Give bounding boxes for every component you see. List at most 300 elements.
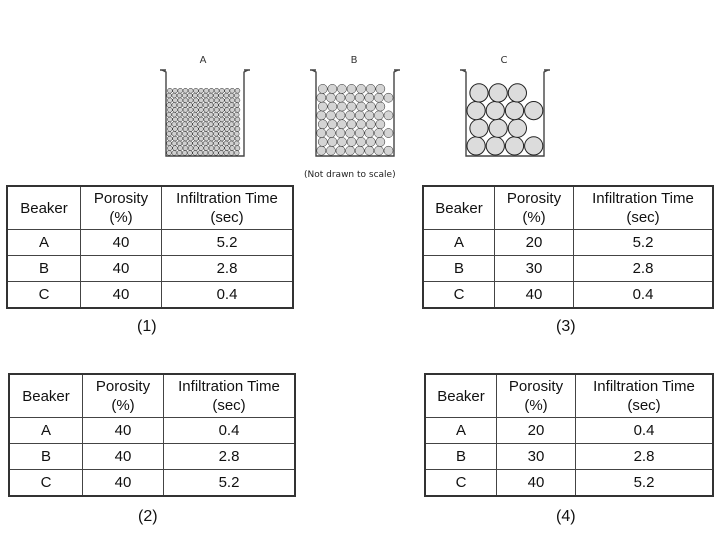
sediment-grain	[234, 93, 239, 98]
sediment-grain	[193, 117, 198, 122]
sediment-grain	[224, 103, 229, 108]
sediment-grain	[219, 88, 224, 93]
sediment-grain	[193, 122, 198, 127]
sediment-grain	[230, 107, 235, 112]
cell-porosity: 40	[495, 282, 574, 309]
sediment-grain	[365, 146, 374, 155]
sediment-grain	[365, 128, 374, 137]
sediment-grain	[167, 150, 172, 155]
sediment-grain	[167, 93, 172, 98]
sediment-grain	[365, 93, 374, 102]
cell-beaker: B	[9, 444, 83, 470]
sediment-grain	[182, 150, 187, 155]
sediment-grain	[225, 107, 230, 112]
sediment-grain	[199, 117, 204, 122]
sediment-grain	[225, 88, 230, 93]
sediment-grain	[204, 127, 209, 132]
sediment-grain	[167, 141, 172, 146]
beaker-a-label: A	[199, 55, 207, 66]
sediment-grain	[167, 117, 172, 122]
sediment-grain	[336, 146, 345, 155]
sediment-grain	[182, 112, 187, 117]
sediment-grain	[208, 150, 213, 155]
sediment-grain	[198, 103, 203, 108]
sediment-grain	[489, 84, 507, 102]
sediment-grain	[187, 141, 192, 146]
sediment-grain	[505, 101, 523, 119]
sediment-grain	[214, 98, 219, 103]
sediment-grain	[167, 122, 172, 127]
sediment-grain	[470, 119, 488, 137]
sediment-grain	[208, 93, 213, 98]
sediment-grain	[172, 112, 177, 117]
sediment-grain	[224, 131, 229, 136]
sediment-grain	[172, 131, 177, 136]
cell-beaker: B	[425, 444, 497, 470]
cell-time: 2.8	[164, 444, 296, 470]
sediment-grain	[183, 127, 188, 132]
table-row	[425, 444, 713, 470]
sediment-grain	[230, 88, 235, 93]
sediment-grain	[203, 150, 208, 155]
sediment-grain	[183, 88, 188, 93]
sediment-grain	[234, 103, 239, 108]
cell-porosity: 20	[495, 230, 574, 256]
beaker-b	[310, 64, 400, 162]
caption-choice-3: (3)	[556, 318, 576, 335]
scale-note: (Not drawn to scale)	[304, 170, 396, 180]
sediment-grain	[347, 137, 356, 146]
sediment-grain	[225, 127, 230, 132]
sediment-grain	[347, 84, 356, 93]
sediment-grain	[178, 107, 183, 112]
sediment-grain	[188, 107, 193, 112]
sediment-grain	[366, 102, 375, 111]
sediment-grain	[167, 146, 172, 151]
sediment-grain	[508, 84, 526, 102]
sediment-grain	[224, 112, 229, 117]
sediment-grain	[203, 122, 208, 127]
sediment-grain	[173, 117, 178, 122]
sediment-grain	[203, 141, 208, 146]
sediment-grain	[193, 103, 198, 108]
sediment-grain	[178, 117, 183, 122]
sediment-grain	[357, 137, 366, 146]
sediment-grain	[355, 111, 364, 120]
sediment-grain	[229, 131, 234, 136]
sediment-grain	[355, 128, 364, 137]
sediment-grain	[225, 136, 230, 141]
sediment-grain	[173, 107, 178, 112]
cell-time: 5.2	[162, 230, 294, 256]
sediment-grain	[198, 112, 203, 117]
sediment-grain	[219, 122, 224, 127]
sediment-grain	[214, 117, 219, 122]
sediment-grain	[172, 150, 177, 155]
cell-porosity: 30	[495, 256, 574, 282]
sediment-grain	[214, 107, 219, 112]
sediment-grain	[173, 127, 178, 132]
sediment-grain	[224, 122, 229, 127]
sediment-grain	[336, 128, 345, 137]
sediment-grain	[336, 111, 345, 120]
sediment-grain	[209, 88, 214, 93]
sediment-grain	[204, 146, 209, 151]
sediment-grain	[225, 117, 230, 122]
sediment-grain	[173, 146, 178, 151]
sediment-grain	[235, 146, 240, 151]
sediment-grain	[214, 88, 219, 93]
sediment-grain	[193, 93, 198, 98]
sediment-grain	[187, 131, 192, 136]
cell-beaker: B	[423, 256, 495, 282]
table-row	[9, 444, 295, 470]
sediment-grain	[317, 111, 326, 120]
table-row	[423, 256, 713, 282]
sediment-grain	[187, 103, 192, 108]
cell-time: 5.2	[164, 470, 296, 497]
cell-porosity: 40	[497, 470, 576, 497]
sediment-grain	[230, 117, 235, 122]
sediment-grain	[208, 103, 213, 108]
sediment-grain	[505, 137, 523, 155]
caption-choice-2: (2)	[138, 508, 158, 525]
cell-porosity: 40	[83, 470, 164, 497]
sediment-grain	[384, 146, 393, 155]
cell-time: 5.2	[574, 230, 714, 256]
sediment-grain	[199, 146, 204, 151]
sediment-grain	[219, 146, 224, 151]
sediment-grain	[213, 112, 218, 117]
header-infiltration-time: Infiltration Time (sec)	[164, 374, 296, 418]
sediment-grain	[187, 122, 192, 127]
sediment-grain	[188, 88, 193, 93]
sediment-grain	[167, 103, 172, 108]
sediment-grain	[384, 128, 393, 137]
sediment-grain	[173, 98, 178, 103]
sediment-grain	[188, 127, 193, 132]
table-header-row	[423, 186, 713, 230]
sediment-grain	[178, 136, 183, 141]
sediment-grain	[182, 122, 187, 127]
cell-time: 5.2	[576, 470, 714, 497]
sediment-grain	[317, 128, 326, 137]
sediment-grain	[219, 141, 224, 146]
sediment-grain	[182, 93, 187, 98]
sediment-grain	[366, 137, 375, 146]
sediment-grain	[172, 141, 177, 146]
header-beaker: Beaker	[9, 374, 83, 418]
sediment-grain	[177, 112, 182, 117]
sediment-grain	[193, 107, 198, 112]
sediment-grain	[193, 112, 198, 117]
header-beaker: Beaker	[7, 186, 81, 230]
sediment-grain	[199, 98, 204, 103]
sediment-grain	[198, 141, 203, 146]
sediment-grain	[177, 141, 182, 146]
table-header-row	[7, 186, 293, 230]
sediment-grain	[199, 88, 204, 93]
table-header-row	[9, 374, 295, 418]
sediment-grain	[229, 122, 234, 127]
sediment-grain	[486, 137, 504, 155]
table-row	[425, 418, 713, 444]
sediment-grain	[376, 84, 385, 93]
header-porosity: Porosity (%)	[497, 374, 576, 418]
beaker-a	[160, 64, 250, 162]
sediment-grain	[326, 111, 335, 120]
table-choice-1	[6, 185, 294, 309]
medium-grain-sediment	[317, 84, 393, 155]
sediment-grain	[172, 93, 177, 98]
cell-time: 0.4	[576, 418, 714, 444]
sediment-grain	[318, 102, 327, 111]
sediment-grain	[225, 146, 230, 151]
sediment-grain	[346, 128, 355, 137]
cell-beaker: C	[9, 470, 83, 497]
cell-beaker: C	[423, 282, 495, 309]
sediment-grain	[508, 119, 526, 137]
sediment-grain	[219, 107, 224, 112]
sediment-grain	[219, 93, 224, 98]
sediment-grain	[193, 146, 198, 151]
sediment-grain	[326, 93, 335, 102]
sediment-grain	[234, 131, 239, 136]
cell-time: 0.4	[164, 418, 296, 444]
sediment-grain	[199, 107, 204, 112]
sediment-grain	[187, 112, 192, 117]
sediment-grain	[177, 93, 182, 98]
table-row	[7, 256, 293, 282]
sediment-grain	[229, 103, 234, 108]
sediment-grain	[326, 146, 335, 155]
sediment-grain	[219, 131, 224, 136]
sediment-grain	[317, 93, 326, 102]
sediment-grain	[347, 102, 356, 111]
sediment-grain	[229, 150, 234, 155]
cell-beaker: A	[423, 230, 495, 256]
sediment-grain	[219, 127, 224, 132]
sediment-grain	[235, 136, 240, 141]
sediment-grain	[204, 136, 209, 141]
sediment-grain	[384, 111, 393, 120]
sediment-grain	[219, 112, 224, 117]
sediment-grain	[337, 102, 346, 111]
sediment-grain	[177, 150, 182, 155]
fine-grain-sediment	[167, 88, 240, 155]
sediment-grain	[213, 131, 218, 136]
sediment-grain	[219, 117, 224, 122]
sediment-grain	[173, 88, 178, 93]
sediment-grain	[328, 102, 337, 111]
sediment-grain	[203, 103, 208, 108]
sediment-grain	[234, 112, 239, 117]
cell-porosity: 30	[497, 444, 576, 470]
sediment-grain	[229, 141, 234, 146]
sediment-grain	[178, 127, 183, 132]
sediment-grain	[167, 107, 172, 112]
sediment-grain	[318, 137, 327, 146]
sediment-grain	[188, 146, 193, 151]
sediment-grain	[209, 136, 214, 141]
sediment-grain	[467, 137, 485, 155]
sediment-grain	[219, 98, 224, 103]
header-beaker: Beaker	[423, 186, 495, 230]
sediment-grain	[229, 112, 234, 117]
sediment-grain	[317, 146, 326, 155]
sediment-grain	[374, 128, 383, 137]
sediment-grain	[235, 117, 240, 122]
sediment-grain	[214, 136, 219, 141]
sediment-grain	[208, 131, 213, 136]
sediment-grain	[376, 120, 385, 129]
sediment-grain	[203, 93, 208, 98]
sediment-grain	[219, 103, 224, 108]
sediment-grain	[209, 117, 214, 122]
sediment-grain	[486, 101, 504, 119]
sediment-grain	[357, 84, 366, 93]
sediment-grain	[188, 98, 193, 103]
cell-beaker: A	[7, 230, 81, 256]
cell-beaker: A	[9, 418, 83, 444]
sediment-grain	[235, 88, 240, 93]
sediment-grain	[374, 146, 383, 155]
sediment-grain	[183, 136, 188, 141]
sediment-grain	[357, 120, 366, 129]
sediment-grain	[489, 119, 507, 137]
sediment-grain	[208, 122, 213, 127]
table-choice-4	[424, 373, 714, 497]
sediment-grain	[525, 101, 543, 119]
sediment-grain	[224, 93, 229, 98]
cell-porosity: 20	[497, 418, 576, 444]
sediment-grain	[209, 146, 214, 151]
sediment-grain	[337, 137, 346, 146]
cell-beaker: C	[7, 282, 81, 309]
sediment-grain	[346, 146, 355, 155]
header-porosity: Porosity (%)	[81, 186, 162, 230]
cell-porosity: 40	[81, 230, 162, 256]
sediment-grain	[376, 137, 385, 146]
sediment-grain	[235, 107, 240, 112]
sediment-grain	[208, 141, 213, 146]
cell-time: 2.8	[576, 444, 714, 470]
sediment-grain	[178, 146, 183, 151]
sediment-grain	[336, 93, 345, 102]
table-row	[425, 470, 713, 497]
sediment-grain	[183, 117, 188, 122]
cell-porosity: 40	[81, 282, 162, 309]
cell-beaker: A	[425, 418, 497, 444]
sediment-grain	[167, 127, 172, 132]
sediment-grain	[178, 88, 183, 93]
cell-time: 0.4	[162, 282, 294, 309]
sediment-grain	[213, 150, 218, 155]
sediment-grain	[204, 107, 209, 112]
sediment-grain	[328, 120, 337, 129]
sediment-grain	[214, 146, 219, 151]
sediment-grain	[193, 150, 198, 155]
header-infiltration-time: Infiltration Time (sec)	[162, 186, 294, 230]
sediment-grain	[167, 112, 172, 117]
beaker-c	[460, 64, 550, 162]
sediment-grain	[203, 112, 208, 117]
sediment-grain	[365, 111, 374, 120]
sediment-grain	[188, 136, 193, 141]
cell-time: 0.4	[574, 282, 714, 309]
cell-beaker: B	[7, 256, 81, 282]
sediment-grain	[187, 93, 192, 98]
sediment-grain	[346, 93, 355, 102]
sediment-grain	[198, 150, 203, 155]
sediment-grain	[318, 84, 327, 93]
sediment-grain	[337, 120, 346, 129]
sediment-grain	[193, 136, 198, 141]
sediment-grain	[219, 136, 224, 141]
sediment-grain	[374, 111, 383, 120]
table-row	[9, 418, 295, 444]
sediment-grain	[328, 84, 337, 93]
header-porosity: Porosity (%)	[83, 374, 164, 418]
sediment-grain	[235, 127, 240, 132]
sediment-grain	[198, 93, 203, 98]
sediment-grain	[167, 136, 172, 141]
sediment-grain	[224, 141, 229, 146]
sediment-grain	[183, 98, 188, 103]
sediment-grain	[234, 122, 239, 127]
table-choice-3	[422, 185, 714, 309]
sediment-grain	[366, 84, 375, 93]
sediment-grain	[213, 141, 218, 146]
sediment-grain	[177, 103, 182, 108]
sediment-grain	[214, 127, 219, 132]
sediment-grain	[209, 107, 214, 112]
sediment-grain	[199, 127, 204, 132]
sediment-grain	[193, 98, 198, 103]
sediment-grain	[167, 98, 172, 103]
cell-time: 2.8	[574, 256, 714, 282]
sediment-grain	[178, 98, 183, 103]
sediment-grain	[177, 122, 182, 127]
sediment-grain	[182, 131, 187, 136]
sediment-grain	[199, 136, 204, 141]
sediment-grain	[219, 150, 224, 155]
sediment-grain	[204, 88, 209, 93]
sediment-grain	[374, 93, 383, 102]
sediment-grain	[230, 146, 235, 151]
sediment-grain	[213, 93, 218, 98]
table-row	[9, 470, 295, 497]
sediment-grain	[328, 137, 337, 146]
sediment-grain	[203, 131, 208, 136]
sediment-grain	[177, 131, 182, 136]
sediment-grain	[193, 141, 198, 146]
sediment-grain	[225, 98, 230, 103]
sediment-grain	[224, 150, 229, 155]
sediment-grain	[229, 93, 234, 98]
sediment-grain	[167, 131, 172, 136]
sediment-grain	[347, 120, 356, 129]
sediment-grain	[172, 103, 177, 108]
table-choice-2	[8, 373, 296, 497]
sediment-grain	[193, 127, 198, 132]
sediment-grain	[198, 122, 203, 127]
header-infiltration-time: Infiltration Time (sec)	[574, 186, 714, 230]
table-row	[423, 282, 713, 309]
table-row	[423, 230, 713, 256]
sediment-grain	[230, 127, 235, 132]
sediment-grain	[172, 122, 177, 127]
